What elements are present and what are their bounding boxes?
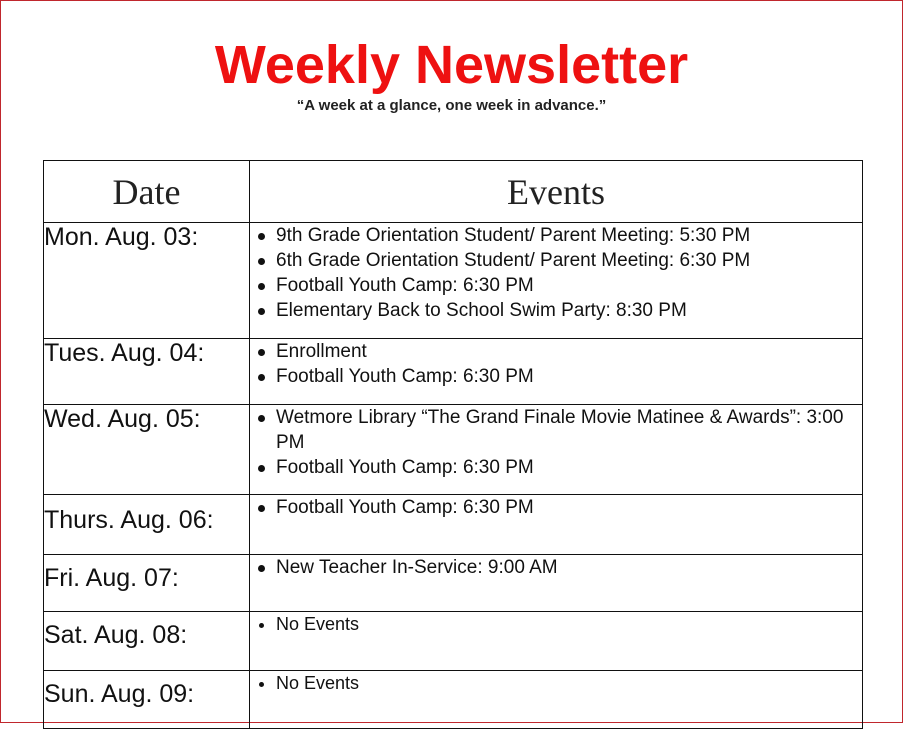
events-cell [250,223,863,339]
events-cell [250,495,863,555]
list-item [250,555,862,580]
list-item [250,273,862,298]
bullet-icon [258,415,265,422]
bullet-icon [258,565,265,572]
date-cell: Thurs. Aug. 06: [44,495,250,555]
list-item [250,455,862,480]
table-row [44,223,863,339]
event-text: New Teacher In-Service: 9:00 AM [276,557,558,578]
list-item [250,364,862,389]
event-list [250,495,862,520]
events-cell [250,555,863,612]
list-item [250,248,862,273]
table-row [44,612,863,671]
bullet-icon [259,682,264,687]
table-row [44,671,863,729]
bullet-icon [258,233,265,240]
event-text: Wetmore Library “The Grand Finale Movie Matinee & Awards”: 3:00 PM [276,407,844,453]
bullet-icon [259,623,264,628]
table-header-row [44,161,863,223]
table-row [44,339,863,405]
table-row [44,555,863,612]
bullet-icon [258,349,265,356]
list-item [250,671,862,696]
date-cell: Sat. Aug. 08: [44,612,250,671]
date-cell: Tues. Aug. 04: [44,339,250,405]
event-text: Football Youth Camp: 6:30 PM [276,366,534,387]
bullet-icon [258,283,265,290]
event-text: Football Youth Camp: 6:30 PM [276,457,534,478]
event-list [250,555,862,580]
event-text: Football Youth Camp: 6:30 PM [276,497,534,518]
page-title: Weekly Newsletter [214,35,689,95]
event-text: No Events [276,673,360,693]
event-list [250,612,862,637]
event-list [250,339,862,389]
event-list [250,671,862,696]
schedule-table [43,160,863,729]
events-cell [250,339,863,405]
event-text: Elementary Back to School Swim Party: 8:30 PM [276,300,687,321]
bullet-icon [258,505,265,512]
event-text: No Events [276,614,360,634]
events-cell [250,612,863,671]
event-text: Enrollment [276,341,367,362]
date-cell: Wed. Aug. 05: [44,405,250,495]
events-column-header: Events [250,161,863,223]
events-cell [250,671,863,729]
bullet-icon [258,465,265,472]
date-cell: Fri. Aug. 07: [44,555,250,612]
list-item [250,339,862,364]
list-item [250,612,862,637]
bullet-icon [258,308,265,315]
event-text: 9th Grade Orientation Student/ Parent Meeting: 5:30 PM [276,225,751,246]
list-item [250,223,862,248]
date-column-header: Date [44,161,250,223]
list-item [250,495,862,520]
bullet-icon [258,258,265,265]
list-item [250,298,862,323]
page-subtitle: “A week at a glance, one week in advance.” [296,97,607,114]
event-list [250,405,862,480]
event-text: Football Youth Camp: 6:30 PM [276,275,534,296]
event-text: 6th Grade Orientation Student/ Parent Meeting: 6:30 PM [276,250,751,271]
event-list [250,223,862,323]
table-row [44,405,863,495]
date-cell: Sun. Aug. 09: [44,671,250,729]
list-item [250,405,862,455]
table-row [44,495,863,555]
events-cell [250,405,863,495]
date-cell: Mon. Aug. 03: [44,223,250,339]
bullet-icon [258,374,265,381]
